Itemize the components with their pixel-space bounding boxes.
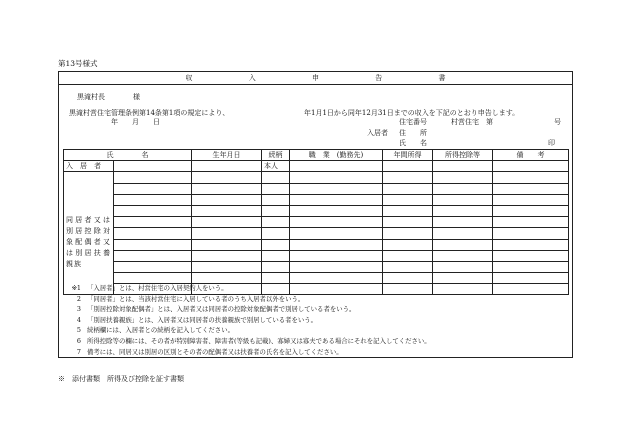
cell-income[interactable] [383, 172, 433, 183]
cell-deduction[interactable] [433, 217, 493, 228]
cell-relation-self: 本人 [262, 161, 290, 172]
cell-relation[interactable] [262, 250, 290, 261]
resident-row-label: 入 居 者 [64, 161, 114, 172]
table-row [64, 183, 569, 194]
col-header-birthdate: 生年月日 [192, 150, 262, 161]
cell-birthdate[interactable] [192, 228, 262, 239]
cell-relation[interactable] [262, 194, 290, 205]
table-row [64, 217, 569, 228]
cell-remarks[interactable] [493, 205, 569, 216]
table-header-row [64, 150, 569, 161]
form-number: 第13号様式 [58, 59, 98, 68]
housing-number-label: 住宅番号 [399, 118, 427, 126]
cell-occupation[interactable] [290, 261, 383, 272]
cell-remarks[interactable] [493, 161, 569, 172]
cell-birthdate[interactable] [192, 183, 262, 194]
resident-label: 入居者 [367, 129, 388, 137]
cell-name[interactable] [114, 217, 192, 228]
cell-income[interactable] [383, 161, 433, 172]
cell-deduction[interactable] [433, 161, 493, 172]
cell-name[interactable] [114, 205, 192, 216]
table-row [64, 261, 569, 272]
note-item: ※1 「入居者」とは、村営住宅の入居契約人をいう。 [71, 284, 228, 292]
attachment-note: ※ 添付書類 所得及び控除を証す書類 [58, 375, 184, 383]
intro-right: 年1月1日から同年12月31日までの収入を下記のとおり申告します。 [304, 109, 520, 117]
col-header-annual-income: 年間所得 [383, 150, 433, 161]
cell-name[interactable] [114, 239, 192, 250]
cell-relation[interactable] [262, 228, 290, 239]
cell-income[interactable] [383, 261, 433, 272]
cell-birthdate[interactable] [192, 239, 262, 250]
cell-deduction[interactable] [433, 284, 493, 295]
income-declaration-form [58, 71, 573, 358]
cell-name[interactable] [114, 261, 192, 272]
note-item: 4 「別居扶養親族」とは、入居者又は同居者の扶養親族で別居している者をいう。 [76, 315, 318, 324]
cell-remarks[interactable] [493, 273, 569, 284]
cell-name[interactable] [114, 228, 192, 239]
cell-relation[interactable] [262, 172, 290, 183]
notes-section [63, 283, 431, 357]
cell-remarks[interactable] [493, 261, 569, 272]
col-header-name: 氏 名 [64, 150, 192, 161]
housing-number-suffix: 号 [554, 118, 561, 126]
cohabitant-row-label: 同居者又は別居控除対象配偶者又は別居扶養親族 [64, 172, 114, 295]
cell-name[interactable] [114, 161, 192, 172]
cell-relation[interactable] [262, 183, 290, 194]
cell-remarks[interactable] [493, 183, 569, 194]
col-header-relation: 続柄 [262, 150, 290, 161]
col-header-deductions: 所得控除等 [433, 150, 493, 161]
cell-occupation[interactable] [290, 205, 383, 216]
cell-remarks[interactable] [493, 217, 569, 228]
cell-name[interactable] [114, 250, 192, 261]
housing-name: 村営住宅 第 [451, 118, 493, 126]
cell-name[interactable] [114, 172, 192, 183]
cell-remarks[interactable] [493, 239, 569, 250]
col-header-occupation: 職 業 (勤務先) [290, 150, 383, 161]
table-row [64, 228, 569, 239]
address-label: 住 所 [399, 129, 427, 137]
intro-left: 黒滝村営住宅管理条例第14条第1項の規定により、 [69, 109, 230, 117]
cell-name[interactable] [114, 183, 192, 194]
cell-occupation[interactable] [290, 183, 383, 194]
cell-income[interactable] [383, 217, 433, 228]
cell-relation[interactable] [262, 205, 290, 216]
cell-occupation[interactable] [290, 161, 383, 172]
col-header-remarks: 備 考 [493, 150, 569, 161]
note-item: 7 備考には、同居又は別居の区別とその者の配偶者又は扶養者の氏名を記入してください。 [76, 347, 343, 356]
cell-remarks[interactable] [493, 228, 569, 239]
table-row [64, 172, 569, 183]
cell-deduction[interactable] [433, 273, 493, 284]
cell-birthdate[interactable] [192, 261, 262, 272]
cell-relation[interactable] [262, 239, 290, 250]
cell-occupation[interactable] [290, 228, 383, 239]
cell-income[interactable] [383, 194, 433, 205]
cell-birthdate[interactable] [192, 194, 262, 205]
cell-income[interactable] [383, 205, 433, 216]
cell-birthdate[interactable] [192, 250, 262, 261]
cell-relation[interactable] [262, 217, 290, 228]
table-row [64, 205, 569, 216]
cell-occupation[interactable] [290, 250, 383, 261]
cell-remarks[interactable] [493, 284, 569, 295]
cell-name[interactable] [114, 194, 192, 205]
cell-income[interactable] [383, 183, 433, 194]
cell-relation[interactable] [262, 261, 290, 272]
cell-income[interactable] [383, 250, 433, 261]
cell-deduction[interactable] [433, 183, 493, 194]
cell-occupation[interactable] [290, 217, 383, 228]
table-row-resident [64, 161, 569, 172]
date-line: 年 月 日 [111, 118, 160, 126]
cell-birthdate[interactable] [192, 205, 262, 216]
cell-income[interactable] [383, 239, 433, 250]
table-row [64, 239, 569, 250]
cell-deduction[interactable] [433, 228, 493, 239]
note-item: 5 続柄欄には、入居者との続柄を記入してください。 [76, 326, 234, 335]
cell-remarks[interactable] [493, 250, 569, 261]
cell-birthdate[interactable] [192, 172, 262, 183]
form-title: 収 入 申 告 書 [185, 74, 473, 82]
seal-label: 印 [548, 139, 555, 147]
cell-remarks[interactable] [493, 194, 569, 205]
name-label: 氏 名 [399, 139, 427, 147]
cell-occupation[interactable] [290, 239, 383, 250]
cell-deduction[interactable] [433, 194, 493, 205]
note-item: 3 「別居控除対象配偶者」とは、入居者又は同居者の控除対象配偶者で別居している者をいう。 [76, 305, 356, 314]
cell-deduction[interactable] [433, 261, 493, 272]
cell-birthdate[interactable] [192, 217, 262, 228]
note-item: 2 「同居者」とは、当該村営住宅に入居している者のうち入居者以外をいう。 [76, 294, 305, 303]
cell-occupation[interactable] [290, 194, 383, 205]
cell-deduction[interactable] [433, 239, 493, 250]
table-row [64, 194, 569, 205]
cell-deduction[interactable] [433, 250, 493, 261]
cell-deduction[interactable] [433, 172, 493, 183]
note-item: 6 所得控除等の欄には、その者が特別障害者、障害者(等級も記載)、寡婦又は寡夫である場合にそれを記入してください。 [76, 336, 431, 345]
cell-deduction[interactable] [433, 205, 493, 216]
household-table [63, 149, 569, 295]
cell-remarks[interactable] [493, 172, 569, 183]
cell-occupation[interactable] [290, 172, 383, 183]
title-row [59, 72, 572, 85]
cell-birthdate[interactable] [192, 161, 262, 172]
table-row [64, 250, 569, 261]
cell-income[interactable] [383, 228, 433, 239]
addressee: 黒滝村長 様 [77, 93, 140, 101]
